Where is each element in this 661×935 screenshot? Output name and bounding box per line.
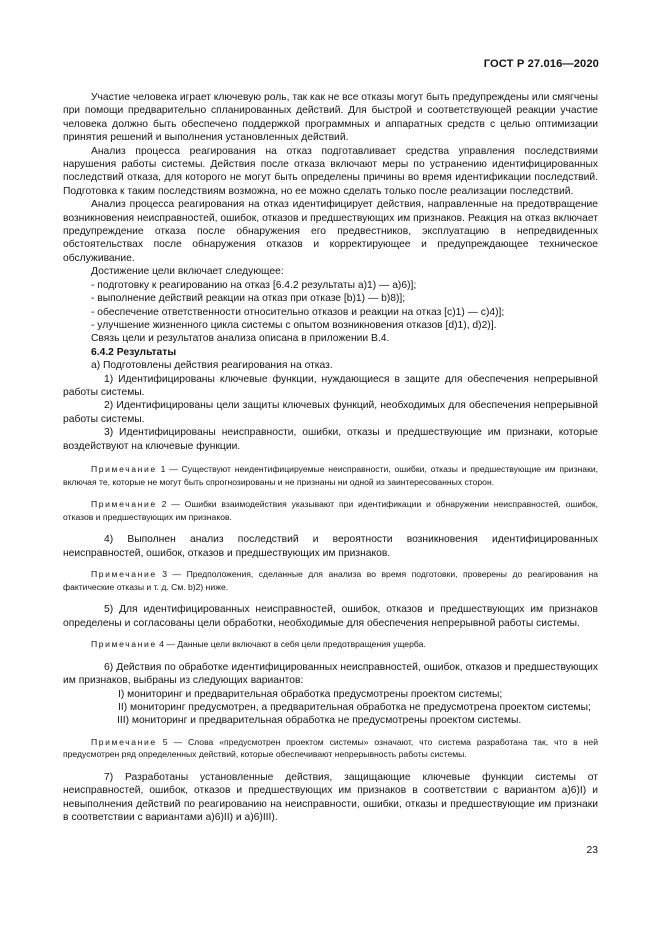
subitem-2: 2) Идентифицированы цели защиты ключевых функций, необходимых для обеспечения непрерывной работы системы. xyxy=(63,400,598,425)
note-1 xyxy=(63,463,598,488)
paragraph-human-role: Участие человека играет ключевую роль, так как не все отказы могут быть предупреждены или смягчены при помощи предварительно спланированных действий. Для быстрой и соответствующей реакции участие человека должно быть обеспечено поддержкой программных и аппаратных средств с целью оптимизации принятия решений и выполнения установленных действий. xyxy=(63,92,598,144)
note-number: 3 xyxy=(162,569,168,580)
note-number: 2 xyxy=(161,499,167,510)
paragraph-goal-intro: Достижение цели включает следующее: xyxy=(91,266,284,278)
note-label: Примечание xyxy=(91,499,157,510)
subitem-3: 3) Идентифицированы неисправности, ошибки, отказы и предшествующие им признаки, которые воздействуют на ключевые функции. xyxy=(63,427,598,452)
paragraph-failure-response-preparation: Анализ процесса реагирования на отказ подготавливает средства управления последствиями нарушения работы системы. Действия после отказа включают меры по устранению идентифицированных последствий отказа, для которого не могут быть определены причины во время идентификации последствий. Подготовка к таким последствиям возможна, но ее можно сделать только после реализации последствий. xyxy=(63,145,598,197)
subitem-4: 4) Выполнен анализ последствий и вероятности возникновения идентифицированных неисправностей, ошибок, отказов и предшествующих им признаков. xyxy=(63,534,598,559)
section-heading: 6.4.2 Результаты xyxy=(91,346,177,358)
option-3: III) мониторинг и предварительная обработка не предусмотрены проектом системы. xyxy=(117,715,522,727)
subitem-6: 6) Действия по обработке идентифицированных неисправностей, ошибок, отказов и предшествующих им признаков, выбраны из следующих вариантов: xyxy=(63,661,598,687)
note-label: Примечание xyxy=(91,639,157,650)
paragraph-failure-response-actions: Анализ процесса реагирования на отказ идентифицирует действия, направленные на предотвращение возникновения неисправностей, ошибок, отказов и предшествующих им признаков. Реакция на отказ включает предупреждение отказа после обнаружения его предвестников, эксплуатацию в непредвиденных обстоятельствах после обнаружения отказов и корректирующее и предупреждающее техническое обслуживание. xyxy=(63,199,598,264)
note-label: Примечание xyxy=(91,569,157,580)
list-item: - улучшение жизненного цикла системы с опытом возникновения отказов [d)1), d)2)]. xyxy=(91,319,497,331)
note-number: 5 xyxy=(162,736,168,747)
note-number: 4 xyxy=(159,639,164,650)
subitem-7: 7) Разработаны установленные действия, защищающие ключевые функции системы от неисправностей, ошибок, отказов и предшествующих им признаков в соответствии с вариантом а)6)I) и невыполнения действий по реагированию на неисправности, ошибки, отказы и предшествующие им признаки в соответствии с вариантами а)6)II) и а)6)III). xyxy=(63,771,598,824)
note-text: — Существуют неидентифицируемые неисправности, ошибки, отказы и предшествующие им признаки, включая те, которые не могут быть спрогнозированы и не признаны ни одной из заинтересованных сторон. xyxy=(63,463,599,487)
list-item: - выполнение действий реакции на отказ при отказе [b)1) — b)8)]; xyxy=(91,293,406,305)
note-text: — Ошибки взаимодействия указывают при идентификации и обнаружении неисправностей, ошибок, отказов и предшествующих им признаков. xyxy=(63,499,598,522)
subitem-5: 5) Для идентифицированных неисправностей, ошибок, отказов и предшествующих им признаков определены и согласованы цели обработки, необходимые для обеспечения непрерывной работы системы. xyxy=(63,604,598,629)
option-1: I) мониторинг и предварительная обработка предусмотрены проектом системы; xyxy=(118,688,503,700)
page-body xyxy=(63,91,598,825)
item-a: а) Подготовлены действия реагирования на отказ. xyxy=(91,360,333,372)
paragraph-annex-reference: Связь цели и результатов анализа описана в приложении В.4. xyxy=(91,333,390,345)
note-text: — Данные цели включают в себя цели предотвращения ущерба. xyxy=(166,639,426,650)
note-text: — Слова «предусмотрен проектом системы» означают, что система разработана так, что в ней предусмотрен ряд определенных действий, которые обеспечивают непрерывность работы системы. xyxy=(63,736,599,760)
note-number: 1 xyxy=(160,463,166,474)
note-label: Примечание xyxy=(91,463,157,474)
document-code-header: ГОСТ Р 27.016—2020 xyxy=(483,58,599,70)
option-2: II) мониторинг предусмотрен, а предварительная обработка не предусмотрена проектом системы; xyxy=(118,701,591,713)
note-label: Примечание xyxy=(91,736,157,747)
list-item: - обеспечение ответственности относительно отказов и реакции на отказ [с)1) — с)4)]; xyxy=(91,306,505,318)
note-5 xyxy=(63,736,598,761)
note-2 xyxy=(63,498,598,523)
page-number: 23 xyxy=(586,845,598,856)
note-4 xyxy=(63,638,598,651)
note-3 xyxy=(63,568,598,593)
subitem-1: 1) Идентифицированы ключевые функции, нуждающиеся в защите для обеспечения непрерывной работы системы. xyxy=(63,373,598,398)
list-item: - подготовку к реагированию на отказ [6.4.2 результаты а)1) — а)6)]; xyxy=(91,279,417,291)
note-text: — Предположения, сделанные для анализа во время подготовки, проверены до реагирования на фактические отказы и т. д. См. b)2) ниже. xyxy=(63,569,599,592)
